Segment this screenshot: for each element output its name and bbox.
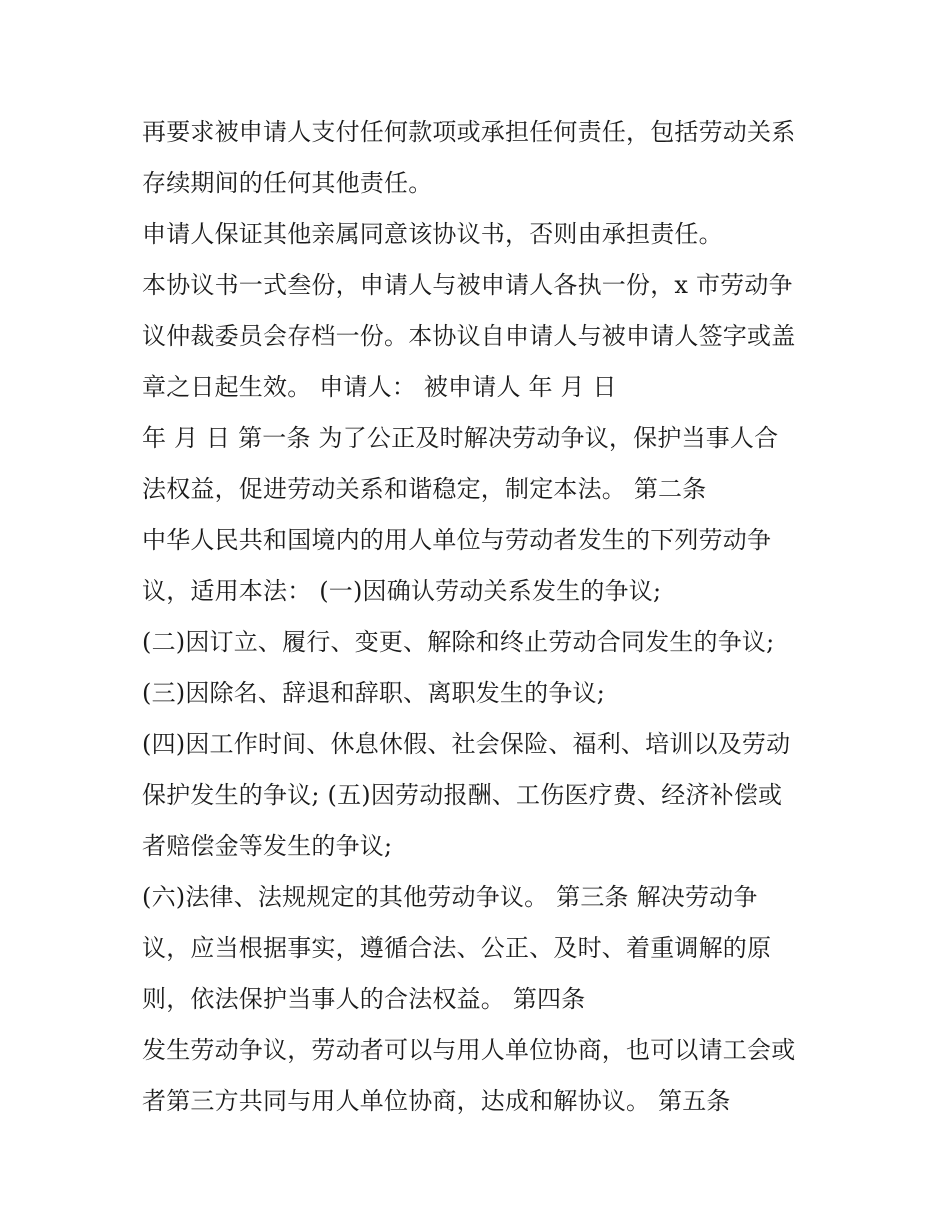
text-line: 年 月 日 第一条 为了公正及时解决劳动争议，保护当事人合 [142,424,779,452]
text-line: 则，依法保护当事人的合法权益。 第四条 [142,985,586,1013]
text-line: 议仲裁委员会存档一份。本协议自申请人与被申请人签字或盖 [142,322,796,350]
text-line: 发生劳动争议，劳动者可以与用人单位协商，也可以请工会或 [142,1036,796,1064]
text-line: (六)法律、法规规定的其他劳动争议。 第三条 解决劳动争 [142,883,758,911]
text-line: 再要求被申请人支付任何款项或承担任何责任，包括劳动关系 [142,118,796,146]
text-line: 中华人民共和国境内的用人单位与劳动者发生的下列劳动争 [142,526,772,554]
text-line: 保护发生的争议; (五)因劳动报酬、工伤医疗费、经济补偿或 [142,781,783,809]
text-line: (三)因除名、辞退和辞职、离职发生的争议; [142,679,606,707]
text-line: 章之日起生效。 申请人： 被申请人 年 月 日 [142,373,617,401]
text-line: 申请人保证其他亲属同意该协议书，否则由承担责任。 [142,220,723,248]
text-line: 本协议书一式叁份，申请人与被申请人各执一份，x 市劳动争 [142,271,793,299]
text-line: (二)因订立、履行、变更、解除和终止劳动合同发生的争议; [142,628,775,656]
text-line: 议，应当根据事实，遵循合法、公正、及时、着重调解的原 [142,934,772,962]
text-line: 法权益，促进劳动关系和谐稳定，制定本法。 第二条 [142,475,707,503]
text-line: (四)因工作时间、休息休假、社会保险、福利、培训以及劳动 [142,730,791,758]
text-line: 者第三方共同与用人单位协商，达成和解协议。 第五条 [142,1087,731,1115]
document-body [142,107,842,1127]
text-line: 者赔偿金等发生的争议; [142,832,393,860]
text-line: 存续期间的任何其他责任。 [142,169,433,197]
text-line: 议，适用本法： (一)因确认劳动关系发生的争议; [142,577,662,605]
